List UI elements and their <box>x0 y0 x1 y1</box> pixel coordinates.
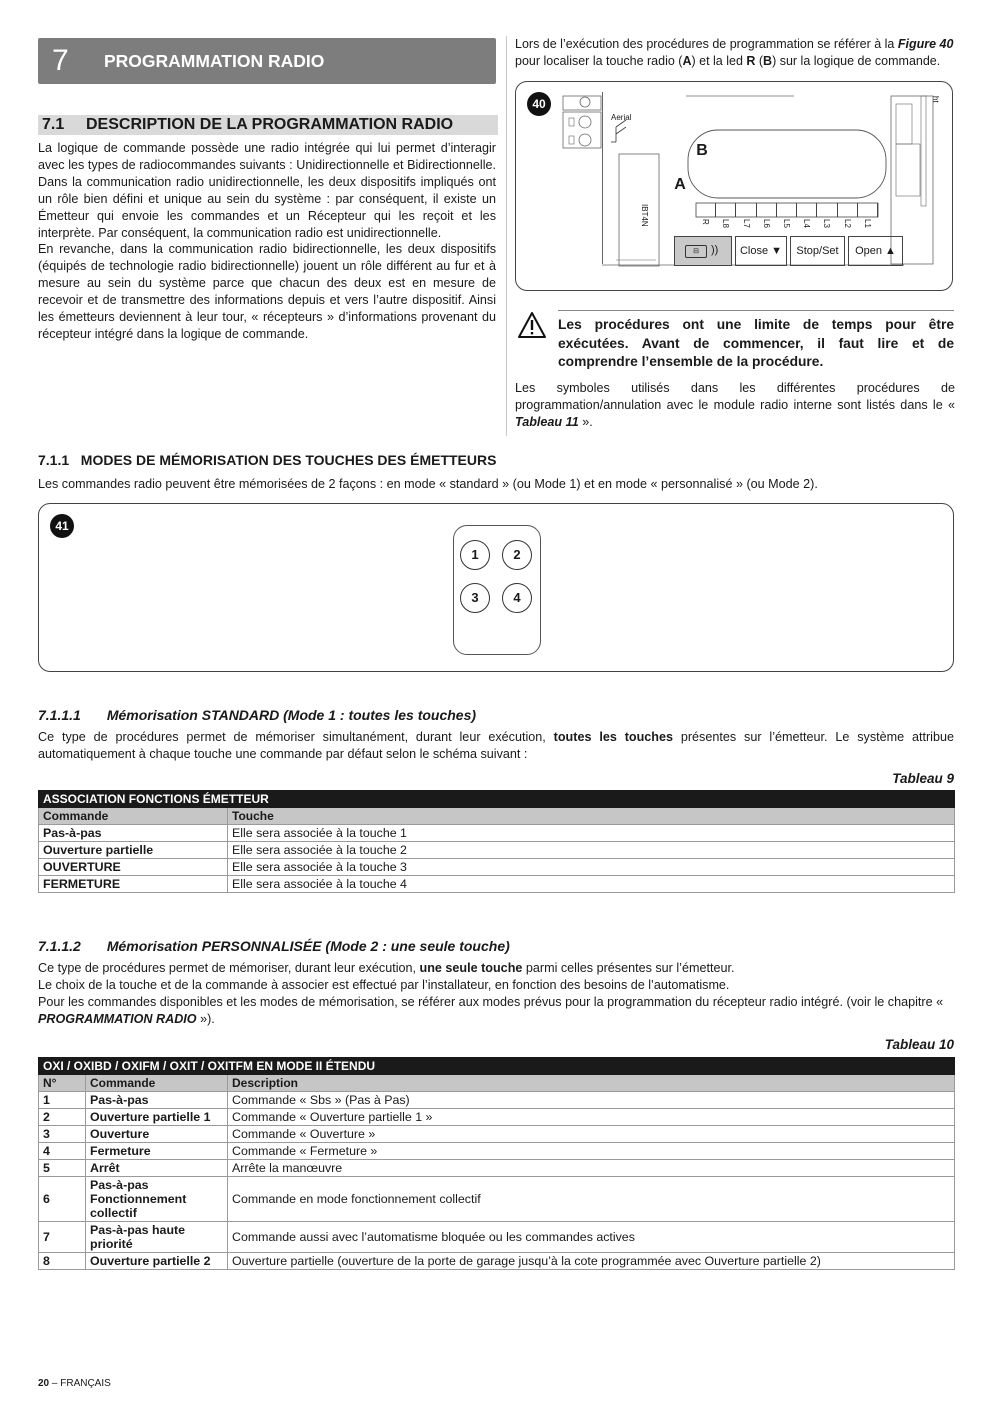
description-text <box>38 140 496 343</box>
remote-key-1[interactable]: 1 <box>460 540 490 570</box>
section-banner <box>38 38 496 84</box>
section-title: PROGRAMMATION RADIO <box>104 51 325 71</box>
table-row <box>39 842 955 859</box>
table-row <box>39 1177 955 1222</box>
page-number: 20 <box>38 1378 50 1389</box>
table-cell: Elle sera associée à la touche 3 <box>228 859 955 876</box>
table-row <box>39 1160 955 1177</box>
open-button[interactable]: Open ▲ <box>848 236 903 266</box>
column-header: N° <box>39 1075 86 1092</box>
column-divider <box>506 36 507 436</box>
table-cell: Commande aussi avec l’automatisme bloquée ou les commandes actives <box>228 1222 955 1253</box>
ibt4n-label: IBT4N <box>640 204 649 227</box>
table-cell: Commande « Sbs » (Pas à Pas) <box>228 1092 955 1109</box>
page-footer <box>38 1378 111 1389</box>
led-l6 <box>757 203 777 217</box>
table-cell: 4 <box>39 1143 86 1160</box>
paragraph: En revanche, dans la communication radio bidirectionnelle, les deux dispositifs (équipés de technologie radio bidirectionnelle) jouent un rôle différent au fur et à mesure au sein du système parce que chacun des deux est en mesure de recevoir et de transmettre des informations depuis et vers l’autre dispositif. Ainsi les émetteurs deviennent à leur tour, « récepteurs » d’informations provenant du récepteur intégré dans la logique de commande. <box>38 242 496 341</box>
table-title: OXI / OXIBD / OXIFM / OXIT / OXITFM EN MODE II ÉTENDU <box>39 1058 955 1075</box>
table-cell: Pas-à-pas Fonctionnement collectif <box>86 1177 228 1222</box>
subsection-title: DESCRIPTION DE LA PROGRAMMATION RADIO <box>86 116 454 133</box>
warning-icon <box>517 311 547 339</box>
radio-remote-icon: ⊟ <box>685 245 707 258</box>
led-label: L2 <box>842 219 852 228</box>
table-cell: 1 <box>39 1092 86 1109</box>
column-header: Touche <box>228 808 955 825</box>
section-number: 7 <box>52 44 69 77</box>
stop-set-button[interactable]: Stop/Set <box>790 236 845 266</box>
table-cell: 2 <box>39 1109 86 1126</box>
table-cell: Elle sera associée à la touche 2 <box>228 842 955 859</box>
led-l4 <box>797 203 817 217</box>
figure-badge: 41 <box>50 514 74 538</box>
heading-7-1-1-2: 7.1.1.2 Mémorisation PERSONNALISÉE (Mode 2 : une seule touche) <box>38 938 510 954</box>
table-row <box>39 1222 955 1253</box>
table-cell: Pas-à-pas <box>39 825 228 842</box>
table-10 <box>38 1057 955 1270</box>
table-cell: Elle sera associée à la touche 4 <box>228 876 955 893</box>
led-label: L5 <box>782 219 791 228</box>
figure-reference-text: Lors de l’exécution des procédures de programmation se référer à la Figure 40 pour localiser la touche radio (A) et la led R (B) sur la logique de commande. <box>515 37 954 68</box>
led-labels <box>696 219 878 233</box>
paragraph: La logique de commande possède une radio intégrée qui lui permet d’interagir avec les types de radiocommandes suivants : Unidirectionnelle et Bidirectionnelle. Dans la communication radio unidirectionnelle, les deux dispositifs impliqués ont un rôle bien défini et unique au sein du système : par conséquent, il existe un Émetteur qui envoie les commandes et un Récepteur qui les reçoit et les interprète. Par conséquent, la communication radio est unidirectionnelle. <box>38 141 496 240</box>
subsection-heading-7-1 <box>38 115 498 135</box>
led-l7 <box>736 203 756 217</box>
table-cell: Ouverture partielle (ouverture de la porte de garage jusqu’à la cote programmée avec Ouverture partielle 2) <box>228 1253 955 1270</box>
led-label: L4 <box>802 219 812 228</box>
table-cell: 3 <box>39 1126 86 1143</box>
custom-mode-text: Ce type de procédures permet de mémoriser, durant leur exécution, une seule touche parmi celles présentes sur l’émetteur. Le choix de la touche et de la commande à associer est effectué par l’installateur, en fonction des besoins de l’automatisme. Pour les commandes disponibles et les modes de mémorisation, se référer aux modes prévus pour la programmation du récepteur radio intégré. (voir le chapitre « PROGRAMMATION RADIO »). <box>38 961 944 1026</box>
led-label: L6 <box>761 219 771 228</box>
table-cell: Ouverture partielle 1 <box>86 1109 228 1126</box>
table-row <box>39 825 955 842</box>
radio-button-a[interactable] <box>674 236 732 266</box>
table-9 <box>38 790 955 893</box>
symbols-note: Les symboles utilisés dans les différentes procédures de programmation/annulation avec le module radio interne sont listés dans le « Tableau 11 ». <box>515 381 955 429</box>
table-cell: Ouverture partielle 2 <box>86 1253 228 1270</box>
table-row <box>39 1126 955 1143</box>
table-cell: OUVERTURE <box>39 859 228 876</box>
remote-key-4[interactable]: 4 <box>502 583 532 613</box>
close-button[interactable]: Close ▼ <box>735 236 787 266</box>
standard-mode-text: Ce type de procédures permet de mémoriser simultanément, durant leur exécution, toutes les touches présentes sur l’émetteur. Le système attribue automatiquement à chaque touche une commande par défaut selon le schéma suivant : <box>38 730 954 761</box>
table-row <box>39 876 955 893</box>
footer-language: – FRANÇAIS <box>49 1378 111 1389</box>
column-header: Commande <box>39 808 228 825</box>
table-cell: Elle sera associée à la touche 1 <box>228 825 955 842</box>
remote-key-3[interactable]: 3 <box>460 583 490 613</box>
led-l8 <box>716 203 736 217</box>
led-row <box>696 203 878 217</box>
led-label: L7 <box>741 219 751 228</box>
table-cell: Ouverture <box>86 1126 228 1143</box>
led-label: L8 <box>721 219 731 228</box>
table-cell: Ouverture partielle <box>39 842 228 859</box>
aerial-label: Aerial <box>611 113 632 122</box>
table-cell: Arrête la manœuvre <box>228 1160 955 1177</box>
radio-waves-icon: )) <box>711 244 719 256</box>
table-row <box>39 1253 955 1270</box>
remote-body <box>453 525 541 655</box>
table-cell: Pas-à-pas <box>86 1092 228 1109</box>
led-label: L3 <box>822 219 832 228</box>
figure-ref: Figure 40 <box>897 37 954 51</box>
warning-text: Les procédures ont une limite de temps pour être exécutées. Avant de commencer, il faut lire et de comprendre l’ensemble de la procédure. <box>558 317 954 369</box>
table-cell: Commande en mode fonctionnement collectif <box>228 1177 955 1222</box>
column-header: Commande <box>86 1075 228 1092</box>
table-cell: Commande « Ouverture partielle 1 » <box>228 1109 955 1126</box>
table-cell: Arrêt <box>86 1160 228 1177</box>
table-row <box>39 1092 955 1109</box>
table-cell: Commande « Ouverture » <box>228 1126 955 1143</box>
led-label: R <box>701 219 711 225</box>
table-cell: Pas-à-pas haute priorité <box>86 1222 228 1253</box>
table-cell: Fermeture <box>86 1143 228 1160</box>
figure-badge: 40 <box>527 92 551 116</box>
warning-divider <box>558 310 954 311</box>
led-label: L1 <box>862 219 872 228</box>
table-row <box>39 859 955 876</box>
table-cell: 7 <box>39 1222 86 1253</box>
figure-40-board <box>515 81 953 291</box>
table-cell: 5 <box>39 1160 86 1177</box>
table-cell: 6 <box>39 1177 86 1222</box>
remote-key-2[interactable]: 2 <box>502 540 532 570</box>
table-cell: FERMETURE <box>39 876 228 893</box>
table-10-caption: Tableau 10 <box>884 1037 954 1052</box>
led-l3 <box>817 203 837 217</box>
subsection-number: 7.1 <box>42 116 65 133</box>
table-row <box>39 1109 955 1126</box>
modes-text: Les commandes radio peuvent être mémorisées de 2 façons : en mode « standard » (ou Mode 1) et en mode « personnalisé » (ou Mode 2). <box>38 477 818 491</box>
led-r <box>696 203 716 217</box>
heading-7-1-1-1: 7.1.1.1 Mémorisation STANDARD (Mode 1 : toutes les touches) <box>38 707 477 723</box>
led-l1 <box>858 203 878 217</box>
connector-label: ht <box>931 96 940 103</box>
led-l5 <box>777 203 797 217</box>
table-title: ASSOCIATION FONCTIONS ÉMETTEUR <box>39 791 955 808</box>
table-cell: 8 <box>39 1253 86 1270</box>
table-9-caption: Tableau 9 <box>892 771 954 786</box>
label-b: B <box>691 140 713 162</box>
table-cell: Commande « Fermeture » <box>228 1143 955 1160</box>
subsection-heading-7-1-1: 7.1.1 MODES DE MÉMORISATION DES TOUCHES DES ÉMETTEURS <box>38 452 497 468</box>
led-l2 <box>838 203 858 217</box>
column-header: Description <box>228 1075 955 1092</box>
table-ref: Tableau 11 <box>515 414 579 429</box>
figure-41-remote <box>38 503 954 672</box>
table-row <box>39 1143 955 1160</box>
label-a: A <box>669 174 691 196</box>
